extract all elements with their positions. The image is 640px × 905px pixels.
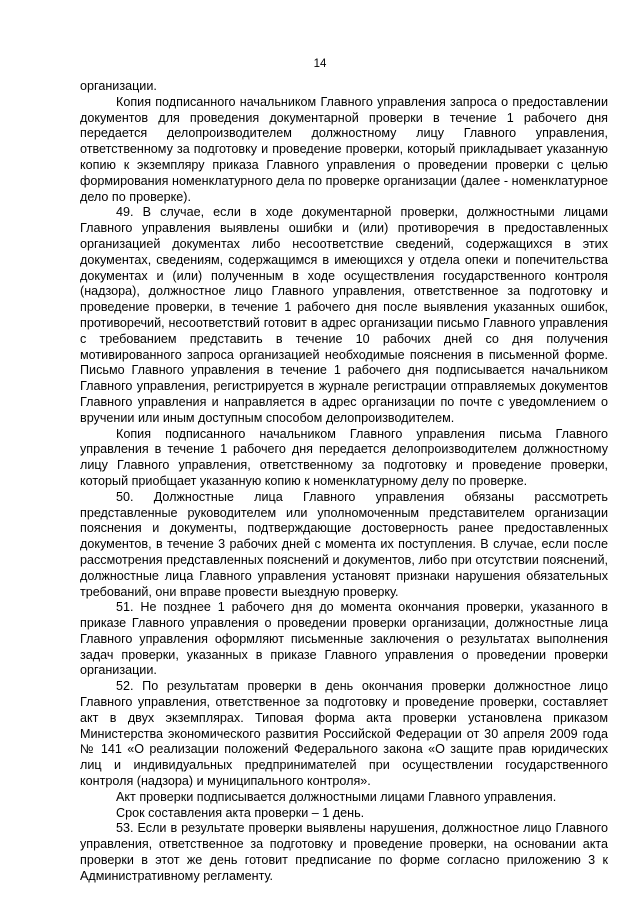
- document-body: [80, 79, 608, 885]
- paragraph-51: 51. Не позднее 1 рабочего дня до момента окончания проверки, указанного в приказе Главного управления о проведении проверки организации, должностные лица Главного управления оформляют письменные заключения о результатах выполнения задач проверки, указанных в приказе Главного управления о проведении проверки организации.: [80, 600, 608, 678]
- paragraph-act-deadline: Срок составления акта проверки – 1 день.: [116, 805, 365, 820]
- paragraph-50: 50. Должностные лица Главного управления обязаны рассмотреть представленные руководителем или уполномоченным представителем организации пояснения и документы, подтверждающие достоверность ранее предоставленных документов, в течение 3 рабочих дней с момента их поступления. В случае, если после рассмотрения представленных пояснений и документов, либо при отсутствии пояснений, должностные лица Главного управления установят признаки нарушения обязательных требований, они вправе провести выездную проверку.: [80, 489, 608, 599]
- paragraph-request-copy: Копия подписанного начальником Главного управления запроса о предоставлении документов для проведения документарной проверки в течение 1 рабочего дня передается делопроизводителем должностному лицу Главного управления, ответственному за подготовку и проведение проверки, который прикладывает указанную копию к экземпляру приказа Главного управления о проведении проверки с целью формирования номенклатурного дела по проверке организации (далее - номенклатурное дело по проверке).: [80, 94, 608, 204]
- paragraph-52: 52. По результатам проверки в день окончания проверки должностное лицо Главного управления, ответственное за подготовку и проведение проверки, составляет акт в двух экземплярах. Типовая форма акта проверки установлена приказом Министерства экономического развития Российской Федерации от 30 апреля 2009 года № 141 «О реализации положений Федерального закона «О защите прав юридических лиц и индивидуальных предпринимателей при осуществлении государственного контроля (надзора) и муниципального контроля».: [80, 679, 608, 789]
- paragraph-continuation: организации.: [80, 79, 157, 93]
- paragraph-act-signing: Акт проверки подписывается должностными лицами Главного управления.: [116, 789, 557, 804]
- paragraph-49: 49. В случае, если в ходе документарной проверки, должностными лицами Главного управления выявлены ошибки и (или) противоречия в предоставленных организацией документах либо несоответствие сведений, содержащихся в этих документах, сведениям, содержащимся в имеющихся у отдела опеки и попечительства документах и (или) полученным в ходе осуществления государственного контроля (надзора), должностное лицо Главного управления, ответственное за подготовку и проведение проверки, в течение 1 рабочего дня после выявления указанных ошибок, противоречий, несоответствий готовит в адрес организации письмо Главного управления с требованием представить в течение 10 рабочих дней со дня получения мотивированного запроса организацией необходимые пояснения в письменной форме. Письмо Главного управления в течение 1 рабочего дня подписывается начальником Главного управления, регистрируется в журнале регистрации отправляемых документов Главного управления и направляется в адрес организации по почте с уведомлением о вручении или иным доступным способом делопроизводителем.: [80, 205, 608, 425]
- paragraph-53: 53. Если в результате проверки выявлены нарушения, должностное лицо Главного управления, ответственное за подготовку и проведение проверки, на основании акта проверки в этот же день готовит предписание по форме согласно приложению 3 к Административному регламенту.: [80, 821, 608, 883]
- page-number: 14: [313, 58, 327, 70]
- paragraph-letter-copy: Копия подписанного начальником Главного управления письма Главного управления в течение 1 рабочего дня передается делопроизводителем должностному лицу Главного управления, ответственному за подготовку и проведение проверки, который приобщает указанную копию к номенклатурному делу по проверке.: [80, 426, 608, 488]
